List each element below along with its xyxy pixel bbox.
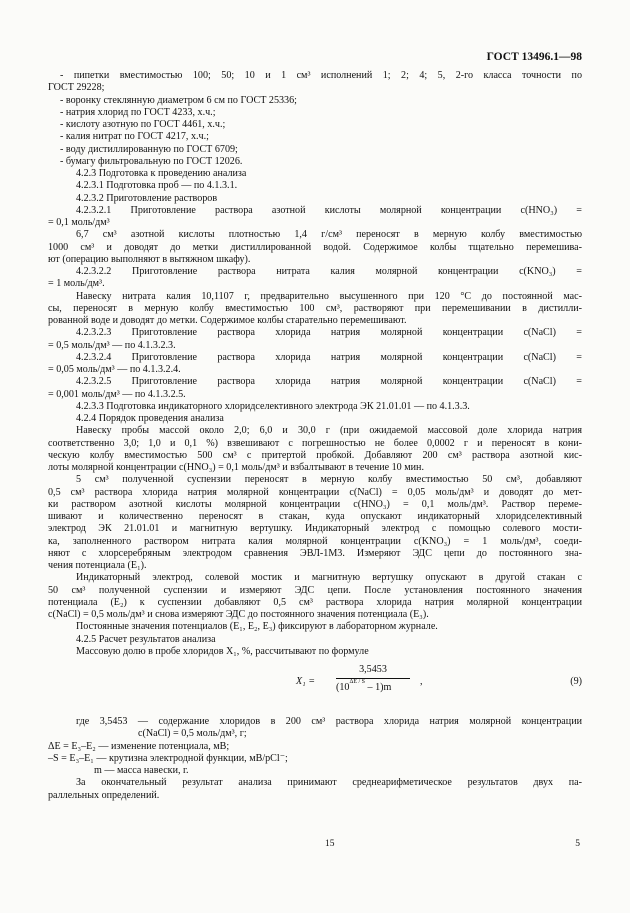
formula-denominator: $(10^{\Delta E / S} - 1)m$ [336, 679, 392, 693]
text-line: 4.2.3.2.2 Приготовление раствора нитрата калия молярной концентрации c(KNO₃) = [76, 266, 582, 277]
text-line: 50 см³ полученной суспензии и измеряют ЭДС цепи. После установления постоянного значения [48, 584, 582, 596]
text-line: потенциала (E₂) к суспензии добавляют 0,5 см³ раствора хлорида натрия молярной концентрации [48, 596, 582, 608]
text-line: = 0,05 моль/дм³ — по 4.1.3.2.4. [48, 364, 181, 375]
text-line: 4.2.3.2.4 Приготовление раствора хлорида натрия молярной концентрации c(NaCl) = [76, 351, 582, 363]
text-line: 1000 см³ и доводят до метки дистиллированной водой. Содержимое колбы тщательно перемешива- [48, 241, 582, 253]
formula-9 [48, 664, 582, 708]
text-line: - натрия хлорид по ГОСТ 4233, х.ч.; [60, 106, 216, 118]
text-line: электрод ЭК 21.01.01 и магнитную вертушку. Индикаторный электрод с помощью солевого мости- [48, 523, 582, 535]
text-line: 4.2.3.1 Подготовка проб — по 4.1.3.1. [76, 180, 238, 192]
text-line: Постоянные значения потенциалов (E₁, E₂, E₃) фиксируют в лабораторном журнале. [76, 621, 438, 633]
text-line: m — масса навески, г. [94, 765, 189, 776]
text-line: няют с хлорсеребряным электродом сравнения ЭВЛ-1М3. Измеряют ЭДС цепи до постоянного зна- [48, 547, 582, 559]
section-heading: 4.2.5 Расчет результатов анализа [76, 633, 216, 645]
text-line: Навеску нитрата калия 10,1107 г, предварительно высушенного при 120 °С до постоянной мас- [76, 290, 582, 302]
page-number-center: 15 [325, 839, 335, 849]
formula-comma: , [420, 676, 423, 687]
text-line: 4.2.3.2.5 Приготовление раствора хлорида натрия молярной концентрации c(NaCl) = [76, 376, 582, 388]
text-line: ГОСТ 29228; [48, 82, 105, 94]
text-line: c(NaCl) = 0,5 моль/дм³ и снова измеряют ЭДС до постоянного значения потенциала (E₃). [48, 609, 429, 620]
text-line: ют (операцию выполняют в вытяжном шкафу). [48, 253, 251, 265]
text-line: ки раствором азотной кислоты молярной концентрации c(HNO₃) = 0,1 моль/дм³. Раствор переме- [48, 498, 582, 510]
text-line: 6,7 см³ азотной кислоты плотностью 1,4 г/см³ переносят в мерную колбу вместимостью [76, 229, 582, 241]
text-line: - кислоту азотную по ГОСТ 4461, х.ч.; [60, 119, 226, 130]
text-line: 4.2.3.2.1 Приготовление раствора азотной кислоты молярной концентрации c(HNO₃) = [76, 204, 582, 216]
text-line: ка, заполненного раствором нитрата калия молярной концентрации c(KNO₃) = 1 моль/дм³, соеди- [48, 535, 582, 547]
text-line: c(NaCl) = 0,5 моль/дм³, г; [138, 728, 247, 740]
text-line: 4.2.3.2.3 Приготовление раствора хлорида натрия молярной концентрации c(NaCl) = [76, 327, 582, 339]
text-line: 4.2.3.3 Подготовка индикаторного хлоридселективного электрода ЭК 21.01.01 — по 4.1.3.3. [76, 400, 470, 412]
text-line: = 0,1 моль/дм³ [48, 217, 110, 228]
text-line: рованной воде и доводят до метки. Содержимое колбы старательно перемешивают. [48, 315, 407, 326]
formula-lhs: X₁ = [296, 676, 316, 687]
text-line: 5 см³ полученной суспензии переносят в мерную колбу вместимостью 50 см³, добавляют [76, 474, 582, 486]
text-line: = 0,001 моль/дм³ — по 4.1.3.2.5. [48, 388, 186, 400]
text-line: где 3,5453 — содержание хлоридов в 200 см³ раствора хлорида натрия молярной концентрации [76, 716, 582, 727]
text-line: раллельных определений. [48, 789, 160, 801]
text-line: = 1 моль/дм³. [48, 278, 105, 290]
text-line: соответственно 3,0; 1,0 и 0,1 %) взвешивают с погрешностью не более 0,0002 г и переносят в кони- [48, 437, 582, 449]
fraction-bar [336, 678, 410, 679]
text-line: ческую колбу вместимостью 500 см³ с притертой пробкой. Добавляют 200 см³ раствора азотной кис- [48, 449, 582, 461]
formula-numerator: 3,5453 [359, 664, 387, 675]
text-line: 0,5 см³ раствора хлорида натрия молярной концентрации c(NaCl) = 0,05 моль/дм³ и доводят до мет- [48, 486, 582, 498]
document-body [48, 70, 582, 802]
section-heading: 4.2.3.2 Приготовление растворов [76, 192, 218, 204]
section-heading: 4.2.3 Подготовка к проведению анализа [76, 168, 247, 179]
text-line: ΔE = E₃–E₂ — изменение потенциала, мВ; [48, 740, 230, 752]
text-line: - воду дистиллированную по ГОСТ 6709; [60, 143, 238, 155]
text-line: - воронку стеклянную диаметром 6 см по ГОСТ 25336; [60, 94, 297, 106]
text-line: Индикаторный электрод, солевой мостик и магнитную вертушку опускают в другой стакан с [76, 572, 582, 584]
text-line: За окончательный результат анализа принимают среднеарифметическое результатов двух па- [76, 777, 582, 789]
text-line: Навеску пробы массой около 2,0; 6,0 и 30,0 г (при ожидаемой массовой доле хлорида натрия [76, 425, 582, 437]
formula-exponent: ΔE / S [349, 679, 365, 685]
text-line: сы, переносят в мерную колбу вместимостью 100 см³, растворяют при перемешивании в дистилли- [48, 302, 582, 314]
standard-header: ГОСТ 13496.1—98 [486, 51, 582, 63]
text-line: = 0,5 моль/дм³ — по 4.1.3.2.3. [48, 339, 176, 351]
text-line: шивают и количественно переносят в стакан, куда опускают индикаторный хлоридселективный [48, 511, 582, 522]
text-line: - пипетки вместимостью 100; 50; 10 и 1 см³ исполнений 1; 2; 4; 5, 2-го класса точности по [60, 70, 582, 81]
equation-number: (9) [570, 676, 582, 687]
text-line: –S = E₃–E₁ — крутизна электродной функции, мВ/pCl⁻; [48, 752, 288, 764]
text-line: Массовую долю в пробе хлоридов X₁, %, рассчитывают по формуле [76, 645, 369, 657]
text-line: - бумагу фильтровальную по ГОСТ 12026. [60, 155, 243, 167]
section-heading: 4.2.4 Порядок проведения анализа [76, 413, 224, 424]
page-number-right: 5 [575, 839, 580, 849]
text-line: лоты молярной концентрации c(HNO₃) = 0,1 моль/дм³ и взбалтывают в течение 10 мин. [48, 462, 424, 473]
text-line: чения потенциала (E₁). [48, 560, 147, 571]
text-line: - калия нитрат по ГОСТ 4217, х.ч.; [60, 131, 209, 143]
